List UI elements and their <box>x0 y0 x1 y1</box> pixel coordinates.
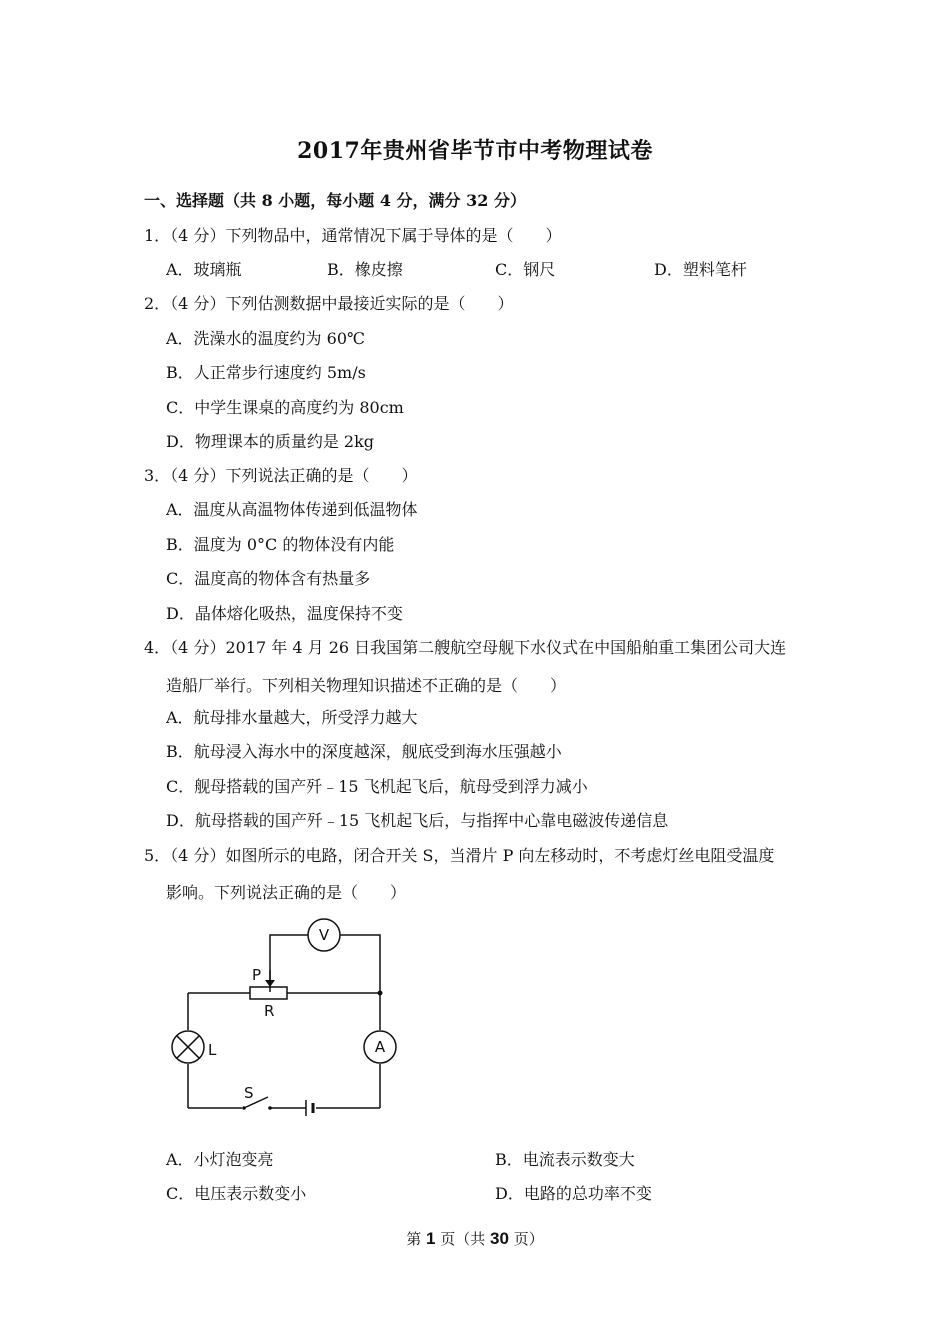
total-pages: 30 <box>490 1229 509 1248</box>
option-a: A．洗澡水的温度约为 60℃ <box>166 329 365 348</box>
option-b: B．航母浸入海水中的深度越深，舰底受到海水压强越小 <box>166 742 562 761</box>
voltmeter-wire-left <box>270 935 308 992</box>
switch-pivot <box>242 1106 246 1110</box>
option-c: C．温度高的物体含有热量多 <box>166 569 371 588</box>
option-c: C．电压表示数变小 <box>166 1184 307 1203</box>
resistor-label: R <box>264 1002 275 1020</box>
question-4-stem-cont: 造船厂举行。下列相关物理知识描述不正确的是（ ） <box>166 676 567 695</box>
option-b: B．温度为 0°C 的物体没有内能 <box>166 535 395 554</box>
section-heading: 一、选择题（共 8 小题，每小题 4 分，满分 32 分） <box>144 191 526 210</box>
junction-dot <box>378 991 383 996</box>
question-3-stem: 3．（4 分）下列说法正确的是（ ） <box>144 466 418 485</box>
page-footer <box>0 1228 950 1249</box>
question-5-stem-cont: 影响。下列说法正确的是（ ） <box>166 883 407 902</box>
slider-label: P <box>252 966 262 984</box>
option-a: A．小灯泡变亮 <box>166 1150 274 1169</box>
option-d: D．晶体熔化吸热，温度保持不变 <box>166 604 403 623</box>
option-a: A．航母排水量越大，所受浮力越大 <box>166 708 418 727</box>
option-c: C．中学生课桌的高度约为 80cm <box>166 398 404 417</box>
option-a: A．玻璃瓶 <box>166 260 242 279</box>
option-b: B．电流表示数变大 <box>495 1150 635 1169</box>
question-4-stem: 4．（4 分）2017 年 4 月 26 日我国第二艘航空母舰下水仪式在中国船舶重工集团公司大连 <box>144 638 787 657</box>
voltmeter-wire-right <box>340 935 380 993</box>
lamp-label: L <box>208 1041 217 1059</box>
switch-label: S <box>244 1084 254 1102</box>
option-b: B．橡皮擦 <box>327 260 403 279</box>
resistor <box>250 987 287 999</box>
option-b: B．人正常步行速度约 5m/s <box>166 363 366 382</box>
question-1-stem: 1．（4 分）下列物品中，通常情况下属于导体的是（ ） <box>144 226 562 245</box>
footer-suffix: 页） <box>508 1230 544 1248</box>
option-d: D．电路的总功率不变 <box>495 1184 652 1203</box>
footer-prefix: 第 <box>406 1230 427 1248</box>
question-5-options-row-1 <box>166 1147 816 1169</box>
page-number: 1 <box>426 1229 436 1248</box>
page-title: 2017年贵州省毕节市中考物理试卷 <box>297 138 653 164</box>
circuit-diagram <box>160 912 420 1122</box>
ammeter-label: A <box>374 1038 386 1056</box>
voltmeter-label: V <box>318 926 330 944</box>
option-d: D．航母搭载的国产歼﹣15 飞机起飞后，与指挥中心靠电磁波传递信息 <box>166 811 669 830</box>
switch-contact <box>268 1106 272 1110</box>
question-2-stem: 2．（4 分）下列估测数据中最接近实际的是（ ） <box>144 294 514 313</box>
footer-middle: 页（共 <box>435 1230 491 1248</box>
option-c: C．舰母搭载的国产歼﹣15 飞机起飞后，航母受到浮力减小 <box>166 777 588 796</box>
option-c: C．钢尺 <box>495 260 556 279</box>
slider-arrowhead <box>265 980 275 987</box>
question-5-stem: 5．（4 分）如图所示的电路，闭合开关 S，当滑片 P 向左移动时，不考虑灯丝电阻受温度 <box>144 846 775 865</box>
option-a: A．温度从高温物体传递到低温物体 <box>166 500 418 519</box>
question-1-options <box>166 257 816 279</box>
option-d: D．塑料笔杆 <box>654 260 747 279</box>
option-d: D．物理课本的质量约是 2kg <box>166 432 375 451</box>
question-5-options-row-2 <box>166 1181 816 1203</box>
